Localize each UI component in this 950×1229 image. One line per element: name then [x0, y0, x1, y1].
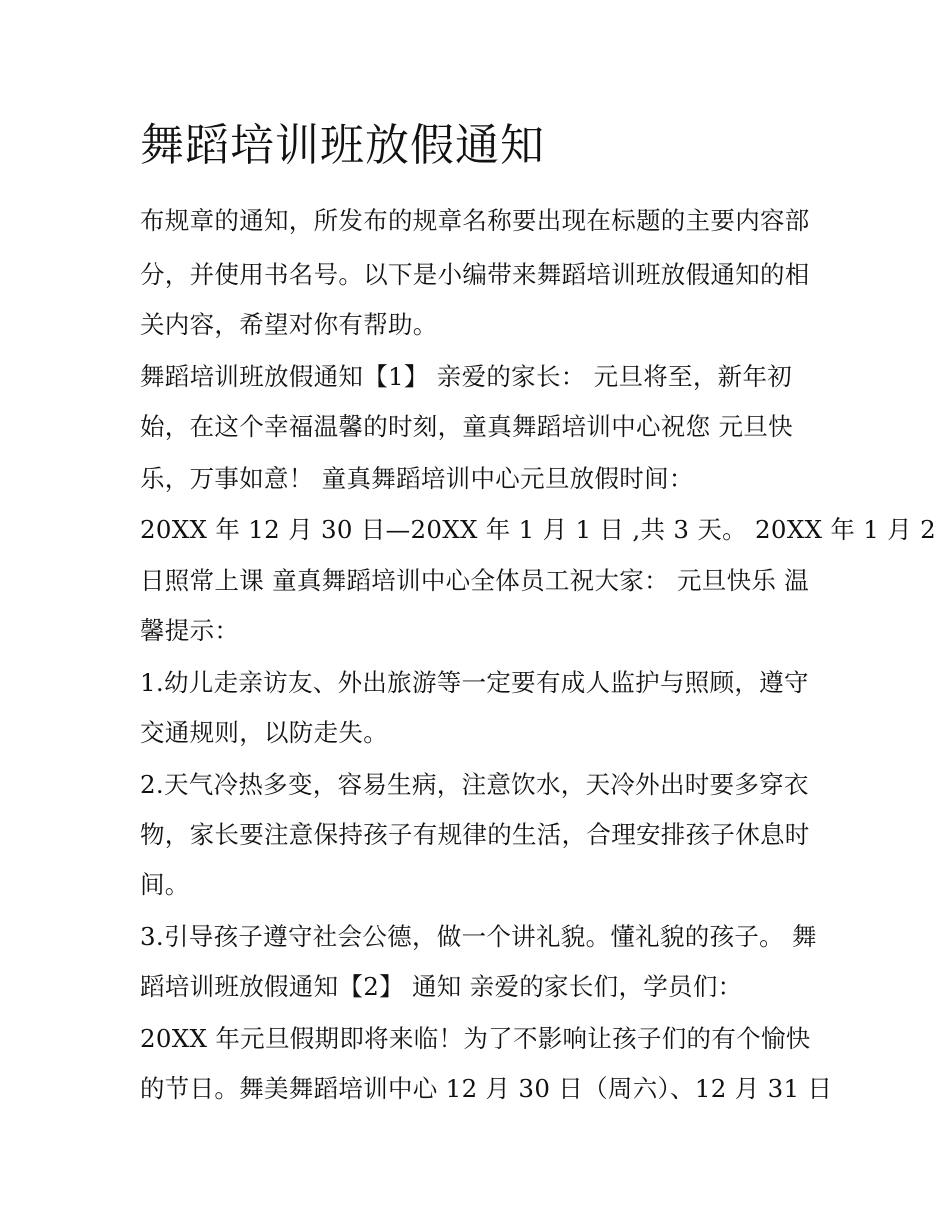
body-line: 间。 [140, 870, 190, 899]
body-line: 20XX 年 12 月 30 日—20XX 年 1 月 1 日 ,共 3 天。 20XX 年 1 月 2 [140, 515, 937, 544]
body-line: 交通规则，以防走失。 [140, 718, 388, 747]
body-line: 始，在这个幸福温馨的时刻，童真舞蹈培训中心祝您 元旦快 [140, 412, 793, 441]
body-line: 2.天气冷热多变，容易生病，注意饮水，天冷外出时要多穿衣 [140, 770, 809, 799]
body-line: 关内容，希望对你有帮助。 [140, 310, 438, 339]
body-line: 分，并使用书名号。以下是小编带来舞蹈培训班放假通知的相 [140, 260, 810, 289]
body-line: 20XX 年元旦假期即将来临！为了不影响让孩子们的有个愉快 [140, 1024, 811, 1053]
body-line: 布规章的通知，所发布的规章名称要出现在标题的主要内容部 [140, 206, 810, 235]
body-line: 的节日。舞美舞蹈培训中心 12 月 30 日（周六）、12 月 31 日 [140, 1074, 833, 1103]
body-line: 3.引导孩子遵守社会公德，做一个讲礼貌。懂礼貌的孩子。 舞 [140, 922, 817, 951]
body-line: 蹈培训班放假通知【2】 通知 亲爱的家长们，学员们： [140, 972, 743, 1001]
document-title: 舞蹈培训班放假通知 [140, 120, 545, 171]
body-line: 舞蹈培训班放假通知【1】 亲爱的家长： 元旦将至，新年初 [140, 362, 793, 391]
body-line: 1.幼儿走亲访友、外出旅游等一定要有成人监护与照顾，遵守 [140, 668, 809, 697]
body-line: 日照常上课 童真舞蹈培训中心全体员工祝大家： 元旦快乐 温 [140, 566, 810, 595]
body-line: 馨提示： [140, 616, 240, 645]
body-line: 乐，万事如意！ 童真舞蹈培训中心元旦放假时间： [140, 464, 694, 493]
body-line: 物，家长要注意保持孩子有规律的生活，合理安排孩子休息时 [140, 820, 810, 849]
